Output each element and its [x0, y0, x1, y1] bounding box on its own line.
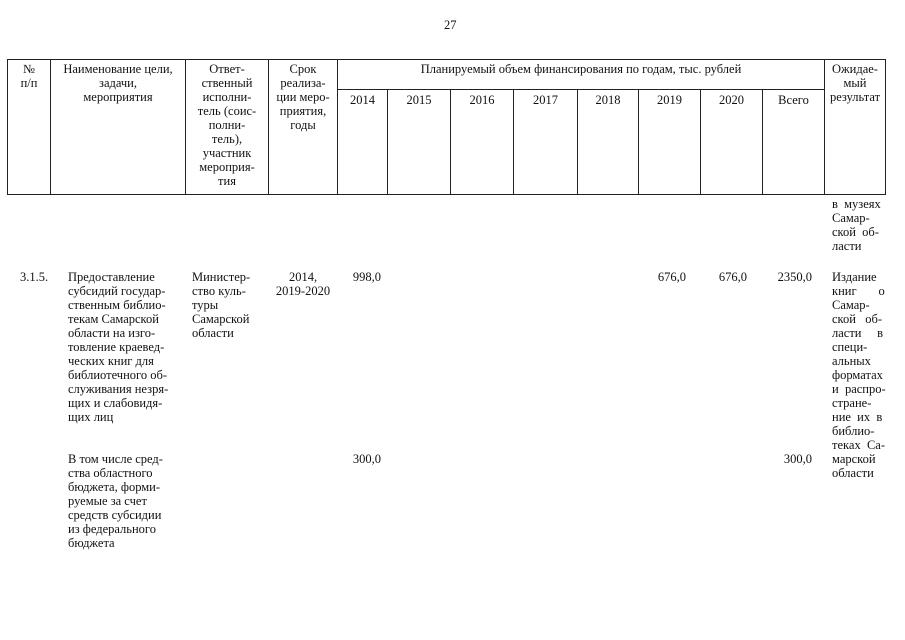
header-responsible: Ответ- ственный исполни- тель (соис- полни- тель), участник мероприя- тия [197, 62, 257, 188]
col-border-term [337, 59, 338, 195]
page-number: 27 [444, 18, 457, 32]
header-num: № п/п [20, 62, 38, 90]
subrow-total: 300,0 [783, 452, 812, 466]
row-num: 3.1.5. [20, 270, 49, 284]
row-value-2014: 998,0 [352, 270, 381, 284]
header-total: Всего [778, 93, 809, 107]
row-name: Предоставление субсидий государ- ственным библио- текам Самарской области на изго- товление краевед- ческих книг для библиотечного об- служивания незря- щих и слабовидя- щих лиц [68, 270, 169, 424]
subrow-name: В том числе сред- ства областного бюджета, форми- руемые за счет средств субсидии из федерального бюджета [68, 452, 163, 550]
continuation-result: в музеях Самар- ской об- ласти [832, 197, 881, 253]
header-funding: Планируемый объем финансирования по годам, тыс. рублей [420, 62, 742, 76]
row-value-2019: 676,0 [657, 270, 686, 284]
header-year-2020: 2020 [719, 93, 744, 107]
header-year-2014: 2014 [350, 93, 375, 107]
years-row-divider [337, 89, 824, 90]
header-year-2019: 2019 [657, 93, 682, 107]
row-value-2020: 676,0 [718, 270, 747, 284]
header-year-2016: 2016 [469, 93, 495, 107]
col-border-right [885, 59, 886, 195]
row-result: Издание книг о Самар- ской об- ласти в специ- альных форматах и распро- стране- ние их в библио- теках Са- марской области [832, 270, 886, 480]
header-bottom-border [7, 194, 886, 195]
header-term: Срок реализа- ции меро- приятия, годы [276, 62, 330, 132]
row-responsible: Министер- ство куль- туры Самарской области [192, 270, 251, 340]
row-term: 2014, 2019-2020 [275, 270, 331, 298]
header-name: Наименование цели, задачи, мероприятия [63, 62, 173, 104]
header-year-2017: 2017 [533, 93, 558, 107]
row-total: 2350,0 [777, 270, 812, 284]
table-top-border [7, 59, 886, 60]
header-result: Ожидае- мый результат [829, 62, 881, 104]
subrow-value-2014: 300,0 [352, 452, 381, 466]
header-year-2018: 2018 [595, 93, 621, 107]
header-year-2015: 2015 [406, 93, 432, 107]
